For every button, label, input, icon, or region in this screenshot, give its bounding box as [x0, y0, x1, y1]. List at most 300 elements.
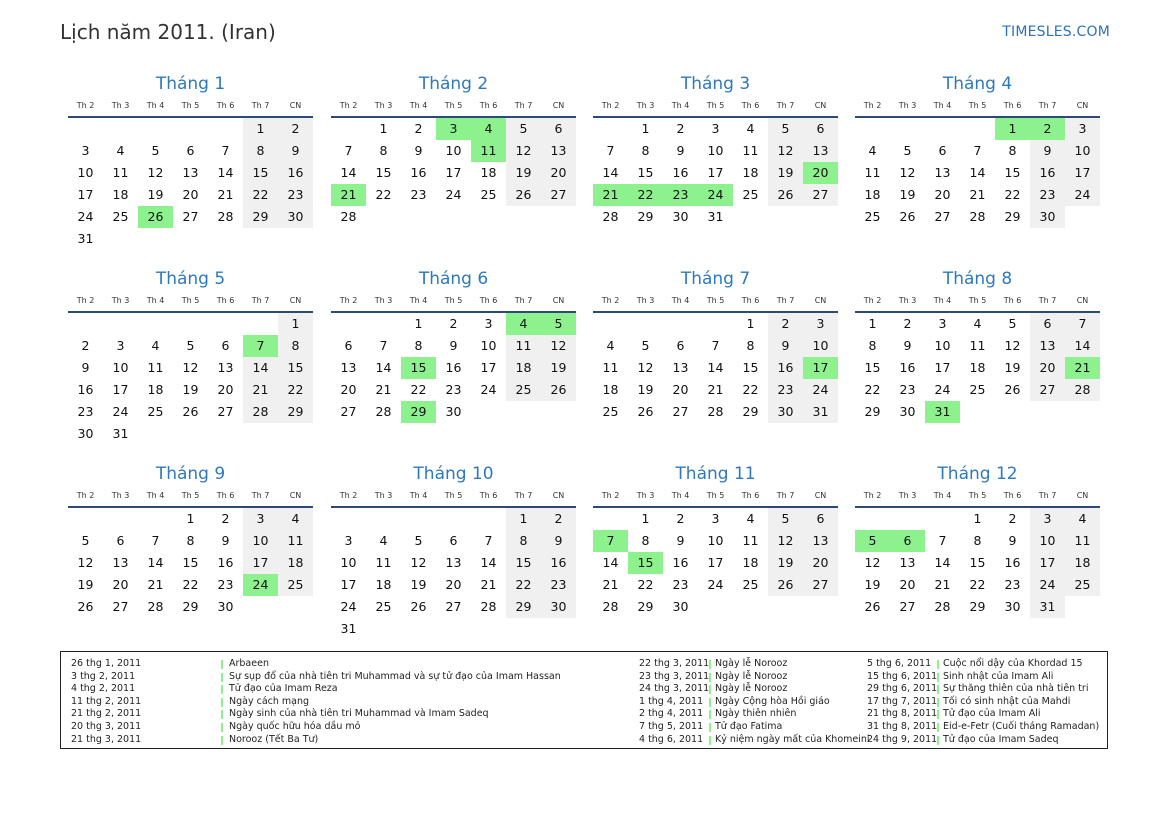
day-cell[interactable]: 24: [1030, 574, 1065, 596]
day-cell[interactable]: 24: [934, 382, 951, 397]
day-cell[interactable]: 2: [221, 511, 230, 526]
day-cell[interactable]: 30: [768, 401, 803, 423]
day-cell[interactable]: 3: [484, 316, 493, 331]
day-cell[interactable]: 23: [77, 404, 94, 419]
day-cell[interactable]: 3: [436, 118, 471, 140]
day-cell[interactable]: 25: [278, 574, 313, 596]
day-cell[interactable]: 4: [151, 338, 160, 353]
day-cell[interactable]: 10: [480, 338, 497, 353]
day-cell[interactable]: 19: [768, 162, 803, 184]
day-cell[interactable]: 9: [768, 335, 803, 357]
day-cell[interactable]: 30: [217, 599, 234, 614]
day-cell[interactable]: 27: [340, 404, 357, 419]
day-cell[interactable]: 28: [602, 599, 619, 614]
day-cell[interactable]: 17: [1030, 552, 1065, 574]
day-cell[interactable]: 28: [375, 404, 392, 419]
day-cell[interactable]: 7: [711, 338, 720, 353]
day-cell[interactable]: 24: [77, 209, 94, 224]
day-cell[interactable]: 19: [410, 577, 427, 592]
day-cell[interactable]: 22: [243, 184, 278, 206]
day-cell[interactable]: 27: [672, 404, 689, 419]
day-cell[interactable]: 5: [541, 313, 576, 335]
day-cell[interactable]: 8: [243, 140, 278, 162]
day-cell[interactable]: 13: [1030, 335, 1065, 357]
day-cell[interactable]: 21: [1065, 357, 1100, 379]
day-cell[interactable]: 31: [925, 401, 960, 423]
day-cell[interactable]: 4: [973, 316, 982, 331]
day-cell[interactable]: 28: [602, 209, 619, 224]
site-link[interactable]: TIMESLES.COM: [1002, 24, 1110, 40]
day-cell[interactable]: 4: [471, 118, 506, 140]
day-cell[interactable]: 29: [401, 401, 436, 423]
day-cell[interactable]: 13: [445, 555, 462, 570]
day-cell[interactable]: 14: [340, 165, 357, 180]
day-cell[interactable]: 25: [864, 209, 881, 224]
day-cell[interactable]: 29: [182, 599, 199, 614]
day-cell[interactable]: 7: [973, 143, 982, 158]
day-cell[interactable]: 10: [707, 143, 724, 158]
day-cell[interactable]: 10: [1030, 530, 1065, 552]
day-cell[interactable]: 6: [186, 143, 195, 158]
day-cell[interactable]: 5: [855, 530, 890, 552]
day-cell[interactable]: 6: [938, 143, 947, 158]
day-cell[interactable]: 11: [278, 530, 313, 552]
day-cell[interactable]: 31: [707, 209, 724, 224]
day-cell[interactable]: 19: [637, 382, 654, 397]
day-cell[interactable]: 11: [742, 143, 759, 158]
day-cell[interactable]: 2: [81, 338, 90, 353]
day-cell[interactable]: 13: [672, 360, 689, 375]
day-cell[interactable]: 3: [938, 316, 947, 331]
day-cell[interactable]: 20: [1030, 357, 1065, 379]
day-cell[interactable]: 23: [217, 577, 234, 592]
day-cell[interactable]: 9: [1030, 140, 1065, 162]
day-cell[interactable]: 19: [77, 577, 94, 592]
day-cell[interactable]: 22: [969, 577, 986, 592]
day-cell[interactable]: 22: [410, 382, 427, 397]
day-cell[interactable]: 10: [243, 530, 278, 552]
day-cell[interactable]: 25: [147, 404, 164, 419]
day-cell[interactable]: 16: [899, 360, 916, 375]
day-cell[interactable]: 18: [602, 382, 619, 397]
day-cell[interactable]: 23: [768, 379, 803, 401]
day-cell[interactable]: 12: [182, 360, 199, 375]
day-cell[interactable]: 1: [379, 121, 388, 136]
day-cell[interactable]: 30: [672, 599, 689, 614]
day-cell[interactable]: 2: [414, 121, 423, 136]
day-cell[interactable]: 22: [742, 382, 759, 397]
day-cell[interactable]: 23: [1004, 577, 1021, 592]
day-cell[interactable]: 2: [1008, 511, 1017, 526]
day-cell[interactable]: 15: [243, 162, 278, 184]
day-cell[interactable]: 8: [641, 143, 650, 158]
day-cell[interactable]: 23: [410, 187, 427, 202]
day-cell[interactable]: 13: [217, 360, 234, 375]
day-cell[interactable]: 3: [344, 533, 353, 548]
day-cell[interactable]: 15: [1004, 165, 1021, 180]
day-cell[interactable]: 2: [903, 316, 912, 331]
day-cell[interactable]: 6: [449, 533, 458, 548]
day-cell[interactable]: 11: [471, 140, 506, 162]
day-cell[interactable]: 26: [410, 599, 427, 614]
day-cell[interactable]: 28: [934, 599, 951, 614]
day-cell[interactable]: 22: [182, 577, 199, 592]
day-cell[interactable]: 12: [506, 140, 541, 162]
day-cell[interactable]: 18: [147, 382, 164, 397]
day-cell[interactable]: 23: [899, 382, 916, 397]
day-cell[interactable]: 1: [243, 118, 278, 140]
day-cell[interactable]: 17: [707, 555, 724, 570]
day-cell[interactable]: 10: [445, 143, 462, 158]
day-cell[interactable]: 3: [711, 121, 720, 136]
day-cell[interactable]: 2: [676, 511, 685, 526]
day-cell[interactable]: 18: [864, 187, 881, 202]
day-cell[interactable]: 29: [243, 206, 278, 228]
day-cell[interactable]: 11: [1065, 530, 1100, 552]
day-cell[interactable]: 6: [1030, 313, 1065, 335]
day-cell[interactable]: 17: [243, 552, 278, 574]
day-cell[interactable]: 7: [151, 533, 160, 548]
day-cell[interactable]: 29: [969, 599, 986, 614]
day-cell[interactable]: 25: [602, 404, 619, 419]
day-cell[interactable]: 26: [138, 206, 173, 228]
day-cell[interactable]: 1: [641, 121, 650, 136]
day-cell[interactable]: 30: [445, 404, 462, 419]
day-cell[interactable]: 23: [672, 577, 689, 592]
day-cell[interactable]: 8: [186, 533, 195, 548]
day-cell[interactable]: 29: [637, 599, 654, 614]
day-cell[interactable]: 31: [1030, 596, 1065, 618]
day-cell[interactable]: 4: [506, 313, 541, 335]
day-cell[interactable]: 4: [116, 143, 125, 158]
day-cell[interactable]: 24: [707, 577, 724, 592]
day-cell[interactable]: 29: [742, 404, 759, 419]
day-cell[interactable]: 5: [506, 118, 541, 140]
day-cell[interactable]: 26: [864, 599, 881, 614]
day-cell[interactable]: 4: [606, 338, 615, 353]
day-cell[interactable]: 28: [969, 209, 986, 224]
day-cell[interactable]: 26: [77, 599, 94, 614]
day-cell[interactable]: 5: [641, 338, 650, 353]
day-cell[interactable]: 28: [1065, 379, 1100, 401]
day-cell[interactable]: 21: [707, 382, 724, 397]
day-cell[interactable]: 18: [112, 187, 129, 202]
day-cell[interactable]: 14: [375, 360, 392, 375]
day-cell[interactable]: 22: [506, 574, 541, 596]
day-cell[interactable]: 31: [340, 621, 357, 636]
day-cell[interactable]: 5: [81, 533, 90, 548]
day-cell[interactable]: 15: [637, 165, 654, 180]
day-cell[interactable]: 20: [340, 382, 357, 397]
day-cell[interactable]: 12: [637, 360, 654, 375]
day-cell[interactable]: 20: [182, 187, 199, 202]
day-cell[interactable]: 11: [112, 165, 129, 180]
day-cell[interactable]: 20: [112, 577, 129, 592]
day-cell[interactable]: 30: [1004, 599, 1021, 614]
day-cell[interactable]: 3: [243, 508, 278, 530]
day-cell[interactable]: 18: [1065, 552, 1100, 574]
day-cell[interactable]: 1: [868, 316, 877, 331]
day-cell[interactable]: 3: [81, 143, 90, 158]
day-cell[interactable]: 16: [768, 357, 803, 379]
day-cell[interactable]: 16: [672, 555, 689, 570]
day-cell[interactable]: 24: [1065, 184, 1100, 206]
day-cell[interactable]: 11: [969, 338, 986, 353]
day-cell[interactable]: 14: [934, 555, 951, 570]
day-cell[interactable]: 18: [969, 360, 986, 375]
day-cell[interactable]: 31: [112, 426, 129, 441]
day-cell[interactable]: 16: [445, 360, 462, 375]
day-cell[interactable]: 17: [340, 577, 357, 592]
day-cell[interactable]: 14: [480, 555, 497, 570]
day-cell[interactable]: 17: [707, 165, 724, 180]
day-cell[interactable]: 27: [182, 209, 199, 224]
day-cell[interactable]: 8: [379, 143, 388, 158]
day-cell[interactable]: 16: [217, 555, 234, 570]
day-cell[interactable]: 19: [864, 577, 881, 592]
day-cell[interactable]: 5: [1008, 316, 1017, 331]
day-cell[interactable]: 9: [676, 143, 685, 158]
day-cell[interactable]: 16: [410, 165, 427, 180]
day-cell[interactable]: 31: [77, 231, 94, 246]
day-cell[interactable]: 5: [768, 118, 803, 140]
day-cell[interactable]: 14: [602, 555, 619, 570]
day-cell[interactable]: 14: [602, 165, 619, 180]
day-cell[interactable]: 7: [243, 335, 278, 357]
day-cell[interactable]: 31: [803, 401, 838, 423]
day-cell[interactable]: 8: [1008, 143, 1017, 158]
day-cell[interactable]: 7: [379, 338, 388, 353]
day-cell[interactable]: 19: [541, 357, 576, 379]
day-cell[interactable]: 21: [969, 187, 986, 202]
day-cell[interactable]: 17: [445, 165, 462, 180]
day-cell[interactable]: 15: [182, 555, 199, 570]
day-cell[interactable]: 16: [77, 382, 94, 397]
day-cell[interactable]: 6: [344, 338, 353, 353]
day-cell[interactable]: 25: [480, 187, 497, 202]
day-cell[interactable]: 22: [375, 187, 392, 202]
day-cell[interactable]: 26: [899, 209, 916, 224]
day-cell[interactable]: 2: [278, 118, 313, 140]
day-cell[interactable]: 13: [112, 555, 129, 570]
day-cell[interactable]: 13: [899, 555, 916, 570]
day-cell[interactable]: 9: [1008, 533, 1017, 548]
day-cell[interactable]: 2: [1030, 118, 1065, 140]
day-cell[interactable]: 19: [182, 382, 199, 397]
day-cell[interactable]: 12: [864, 555, 881, 570]
day-cell[interactable]: 29: [506, 596, 541, 618]
day-cell[interactable]: 16: [278, 162, 313, 184]
day-cell[interactable]: 24: [243, 574, 278, 596]
day-cell[interactable]: 28: [243, 401, 278, 423]
day-cell[interactable]: 16: [1004, 555, 1021, 570]
day-cell[interactable]: 13: [182, 165, 199, 180]
day-cell[interactable]: 2: [449, 316, 458, 331]
day-cell[interactable]: 19: [768, 552, 803, 574]
day-cell[interactable]: 23: [1030, 184, 1065, 206]
day-cell[interactable]: 8: [746, 338, 755, 353]
day-cell[interactable]: 27: [934, 209, 951, 224]
day-cell[interactable]: 20: [803, 552, 838, 574]
day-cell[interactable]: 6: [803, 508, 838, 530]
day-cell[interactable]: 20: [803, 162, 838, 184]
day-cell[interactable]: 14: [147, 555, 164, 570]
day-cell[interactable]: 15: [401, 357, 436, 379]
day-cell[interactable]: 13: [803, 530, 838, 552]
day-cell[interactable]: 25: [742, 577, 759, 592]
day-cell[interactable]: 14: [707, 360, 724, 375]
day-cell[interactable]: 6: [803, 118, 838, 140]
day-cell[interactable]: 15: [278, 357, 313, 379]
day-cell[interactable]: 25: [112, 209, 129, 224]
day-cell[interactable]: 10: [934, 338, 951, 353]
day-cell[interactable]: 18: [375, 577, 392, 592]
day-cell[interactable]: 18: [742, 165, 759, 180]
day-cell[interactable]: 16: [672, 165, 689, 180]
day-cell[interactable]: 7: [484, 533, 493, 548]
day-cell[interactable]: 21: [217, 187, 234, 202]
day-cell[interactable]: 4: [1065, 508, 1100, 530]
day-cell[interactable]: 9: [81, 360, 90, 375]
day-cell[interactable]: 12: [410, 555, 427, 570]
day-cell[interactable]: 25: [375, 599, 392, 614]
day-cell[interactable]: 1: [995, 118, 1030, 140]
day-cell[interactable]: 8: [641, 533, 650, 548]
day-cell[interactable]: 4: [746, 121, 755, 136]
day-cell[interactable]: 22: [637, 577, 654, 592]
day-cell[interactable]: 12: [1004, 338, 1021, 353]
day-cell[interactable]: 30: [1030, 206, 1065, 228]
day-cell[interactable]: 18: [506, 357, 541, 379]
day-cell[interactable]: 4: [278, 508, 313, 530]
day-cell[interactable]: 19: [1004, 360, 1021, 375]
day-cell[interactable]: 24: [340, 599, 357, 614]
day-cell[interactable]: 7: [606, 143, 615, 158]
day-cell[interactable]: 30: [77, 426, 94, 441]
day-cell[interactable]: 21: [375, 382, 392, 397]
day-cell[interactable]: 15: [628, 552, 663, 574]
day-cell[interactable]: 7: [593, 530, 628, 552]
day-cell[interactable]: 12: [541, 335, 576, 357]
day-cell[interactable]: 11: [602, 360, 619, 375]
day-cell[interactable]: 3: [803, 313, 838, 335]
day-cell[interactable]: 27: [112, 599, 129, 614]
day-cell[interactable]: 23: [278, 184, 313, 206]
day-cell[interactable]: 20: [672, 382, 689, 397]
day-cell[interactable]: 9: [278, 140, 313, 162]
day-cell[interactable]: 14: [243, 357, 278, 379]
day-cell[interactable]: 5: [768, 508, 803, 530]
day-cell[interactable]: 21: [593, 184, 628, 206]
day-cell[interactable]: 7: [344, 143, 353, 158]
day-cell[interactable]: 26: [768, 184, 803, 206]
day-cell[interactable]: 11: [506, 335, 541, 357]
day-cell[interactable]: 28: [707, 404, 724, 419]
day-cell[interactable]: 14: [1065, 335, 1100, 357]
day-cell[interactable]: 20: [541, 162, 576, 184]
day-cell[interactable]: 21: [934, 577, 951, 592]
day-cell[interactable]: 27: [803, 574, 838, 596]
day-cell[interactable]: 29: [864, 404, 881, 419]
day-cell[interactable]: 10: [707, 533, 724, 548]
day-cell[interactable]: 5: [186, 338, 195, 353]
day-cell[interactable]: 9: [449, 338, 458, 353]
day-cell[interactable]: 27: [1030, 379, 1065, 401]
day-cell[interactable]: 17: [77, 187, 94, 202]
day-cell[interactable]: 11: [864, 165, 881, 180]
day-cell[interactable]: 7: [221, 143, 230, 158]
day-cell[interactable]: 21: [331, 184, 366, 206]
day-cell[interactable]: 19: [147, 187, 164, 202]
day-cell[interactable]: 11: [375, 555, 392, 570]
day-cell[interactable]: 3: [1030, 508, 1065, 530]
day-cell[interactable]: 30: [278, 206, 313, 228]
day-cell[interactable]: 12: [147, 165, 164, 180]
day-cell[interactable]: 14: [969, 165, 986, 180]
day-cell[interactable]: 1: [414, 316, 423, 331]
day-cell[interactable]: 18: [278, 552, 313, 574]
day-cell[interactable]: 30: [541, 596, 576, 618]
day-cell[interactable]: 1: [506, 508, 541, 530]
day-cell[interactable]: 26: [506, 184, 541, 206]
day-cell[interactable]: 4: [379, 533, 388, 548]
day-cell[interactable]: 10: [1065, 140, 1100, 162]
day-cell[interactable]: 18: [742, 555, 759, 570]
day-cell[interactable]: 15: [742, 360, 759, 375]
day-cell[interactable]: 29: [1004, 209, 1021, 224]
day-cell[interactable]: 24: [480, 382, 497, 397]
day-cell[interactable]: 26: [182, 404, 199, 419]
day-cell[interactable]: 22: [628, 184, 663, 206]
day-cell[interactable]: 9: [541, 530, 576, 552]
day-cell[interactable]: 2: [541, 508, 576, 530]
day-cell[interactable]: 25: [506, 379, 541, 401]
day-cell[interactable]: 1: [278, 313, 313, 335]
day-cell[interactable]: 6: [541, 118, 576, 140]
day-cell[interactable]: 5: [903, 143, 912, 158]
day-cell[interactable]: 12: [77, 555, 94, 570]
day-cell[interactable]: 25: [1065, 574, 1100, 596]
day-cell[interactable]: 1: [641, 511, 650, 526]
day-cell[interactable]: 28: [480, 599, 497, 614]
day-cell[interactable]: 3: [116, 338, 125, 353]
day-cell[interactable]: 6: [116, 533, 125, 548]
day-cell[interactable]: 9: [221, 533, 230, 548]
day-cell[interactable]: 8: [414, 338, 423, 353]
day-cell[interactable]: 3: [711, 511, 720, 526]
day-cell[interactable]: 17: [480, 360, 497, 375]
day-cell[interactable]: 17: [803, 357, 838, 379]
day-cell[interactable]: 16: [541, 552, 576, 574]
day-cell[interactable]: 17: [934, 360, 951, 375]
day-cell[interactable]: 13: [803, 140, 838, 162]
day-cell[interactable]: 10: [340, 555, 357, 570]
day-cell[interactable]: 21: [147, 577, 164, 592]
day-cell[interactable]: 15: [375, 165, 392, 180]
day-cell[interactable]: 13: [340, 360, 357, 375]
day-cell[interactable]: 20: [445, 577, 462, 592]
day-cell[interactable]: 22: [864, 382, 881, 397]
day-cell[interactable]: 27: [899, 599, 916, 614]
day-cell[interactable]: 21: [602, 577, 619, 592]
day-cell[interactable]: 21: [243, 379, 278, 401]
day-cell[interactable]: 5: [151, 143, 160, 158]
day-cell[interactable]: 17: [112, 382, 129, 397]
day-cell[interactable]: 8: [506, 530, 541, 552]
day-cell[interactable]: 17: [1065, 162, 1100, 184]
day-cell[interactable]: 2: [676, 121, 685, 136]
day-cell[interactable]: 30: [899, 404, 916, 419]
